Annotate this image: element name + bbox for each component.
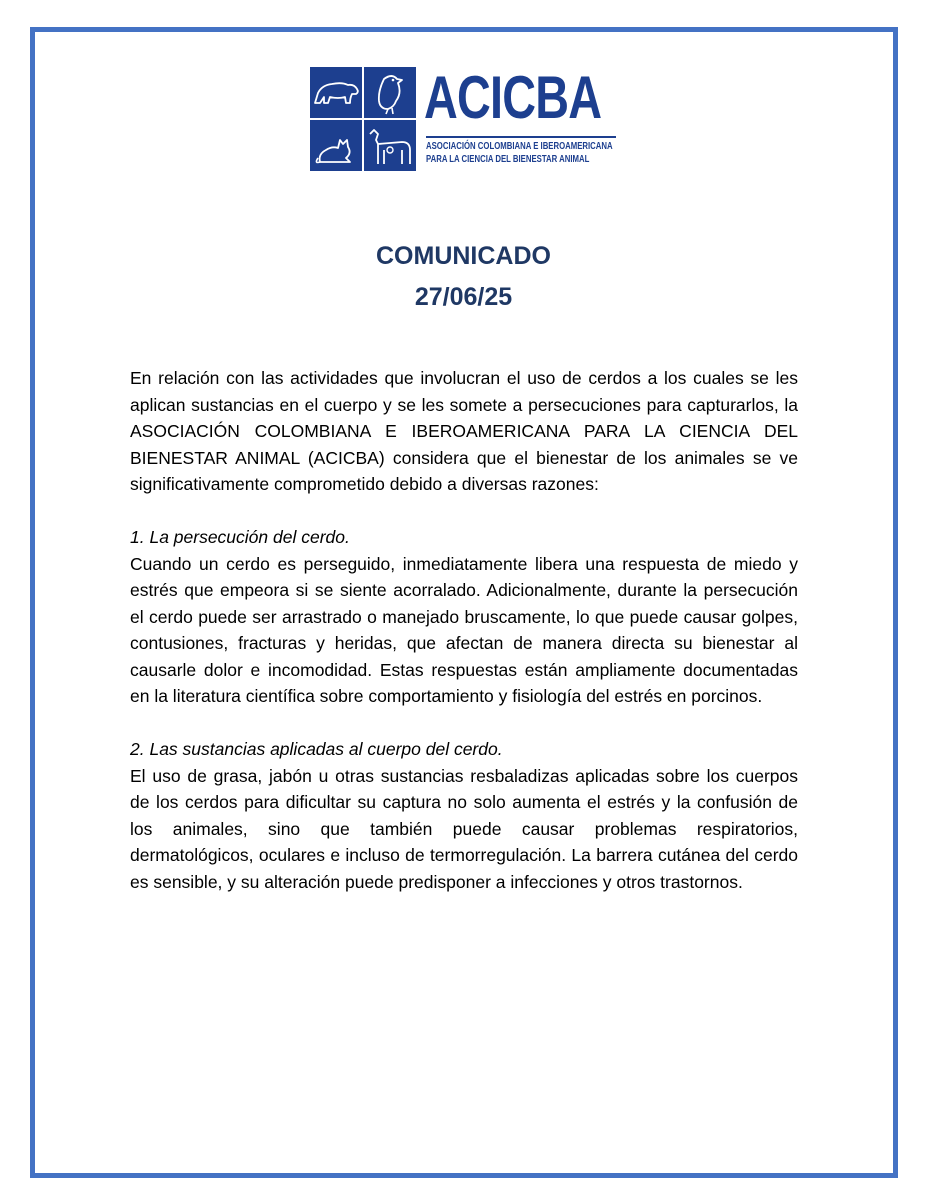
logo-wordmark: ACICBA xyxy=(424,64,602,131)
logo-subtitle xyxy=(426,140,618,166)
logo-divider xyxy=(426,136,616,138)
intro-paragraph: En relación con las actividades que involucran el uso de cerdos a los cuales se les aplican sustancias en el cuerpo y se les somete a persecuciones para capturarlos, la ASOCIACIÓN COLOMBIANA E IBEROAMERICANA PARA LA CIENCIA DEL BIENESTAR ANIMAL (ACICBA) considera que el bienestar de los animales se ve significativamente comprometido debido a diversas razones: xyxy=(130,368,798,494)
section-2-text: El uso de grasa, jabón u otras sustancias resbaladizas aplicadas sobre los cuerpos de los cerdos para dificultar su captura no solo aumenta el estrés y la confusión de los animales, sino que también puede causar problemas respiratorios, dermatológicos, oculares e incluso de termorregulación. La barrera cutánea del cerdo es sensible, y su alteración puede predisponer a infecciones y otros trastornos. xyxy=(130,765,798,892)
document-title: COMUNICADO xyxy=(376,242,551,270)
document-body xyxy=(130,365,798,895)
cat-icon xyxy=(310,120,362,171)
bird-icon xyxy=(364,67,416,118)
section-2-title: 2. Las sustancias aplicadas al cuerpo del cerdo. xyxy=(130,739,503,759)
bear-icon xyxy=(310,67,362,118)
cow-icon xyxy=(364,120,416,171)
section-1-title: 1. La persecución del cerdo. xyxy=(130,527,350,547)
document-date: 27/06/25 xyxy=(414,283,513,311)
section-1-text: Cuando un cerdo es perseguido, inmediatamente libera una respuesta de miedo y estrés que empeora si se siente acorralado. Adicionalmente, durante la persecución el cerdo puede ser arrastrado o manejado bruscamente, lo que puede causar golpes, contusiones, fracturas y heridas, que afectan de manera directa su bienestar al causarle dolor e incomodidad. Estas respuestas están ampliamente documentadas en la literatura científica sobre comportamiento y fisiología del estrés en porcinos. xyxy=(130,553,798,706)
logo-icon-grid xyxy=(310,67,416,171)
acicba-logo xyxy=(310,64,620,172)
logo-subtitle-line-2: PARA LA CIENCIA DEL BIENESTAR ANIMAL xyxy=(426,153,590,165)
logo-subtitle-line-1: ASOCIACIÓN COLOMBIANA E IBEROAMERICANA xyxy=(426,140,613,152)
